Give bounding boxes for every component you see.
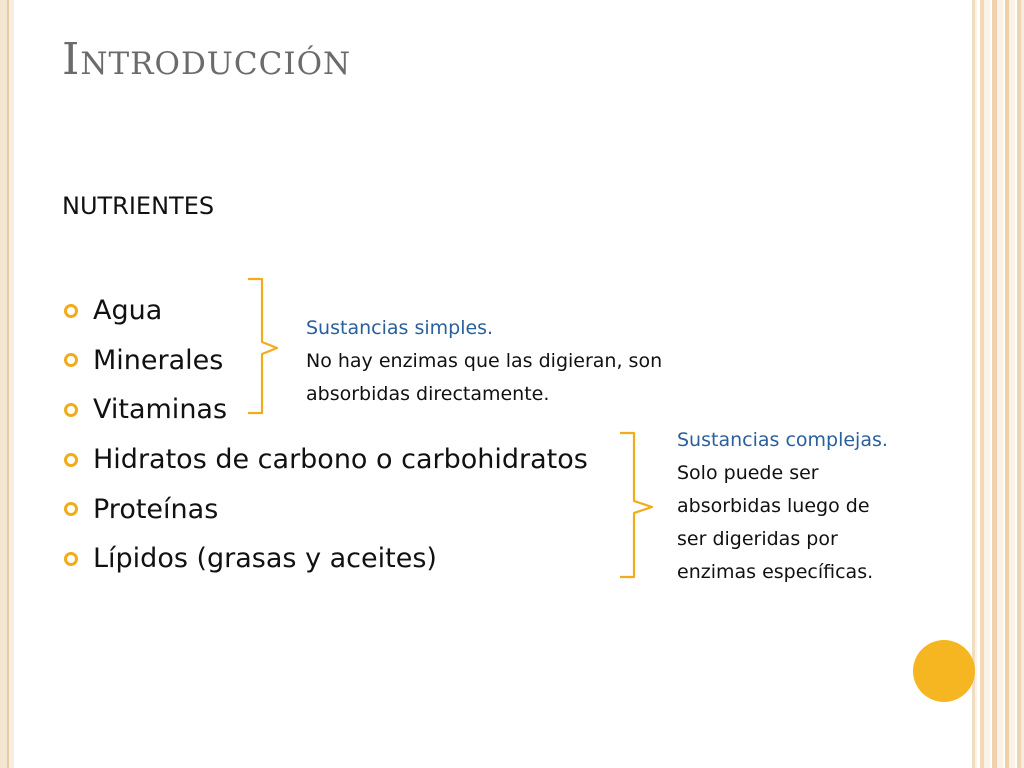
note-complex-substances [677,424,888,589]
note-simple-line: absorbidas directamente. [306,383,550,405]
left-border-decoration [0,0,14,768]
note-complex-line: Solo puede ser [677,462,819,484]
bullet-icon [64,403,78,417]
note-simple-substances [306,312,662,411]
bullet-icon [64,502,78,516]
brace-complex-icon [614,430,660,580]
bullet-icon [64,353,78,367]
decorative-circle [913,640,975,702]
list-item-label: Agua [93,295,163,327]
slide-title: Introducción [62,34,352,85]
note-complex-line: ser digeridas por [677,528,838,550]
list-item-label: Minerales [93,344,224,376]
list-item-label: Vitaminas [93,394,228,426]
list-item [64,534,588,584]
right-stripes-decoration [972,0,1024,768]
list-item-label: Proteínas [93,493,219,525]
bullet-icon [64,552,78,566]
bullet-icon [64,304,78,318]
list-item [64,435,588,485]
list-item-label: Hidratos de carbono o carbohidratos [93,444,588,476]
note-simple-line: No hay enzimas que las digieran, son [306,350,663,372]
note-complex-line: enzimas específicas. [677,561,874,583]
list-item [64,484,588,534]
bullet-icon [64,453,78,467]
note-complex-heading: Sustancias complejas. [677,429,888,451]
brace-simple-icon [242,276,282,416]
note-complex-line: absorbidas luego de [677,495,870,517]
list-item-label: Lípidos (grasas y aceites) [93,543,437,575]
section-heading: NUTRIENTES [62,192,215,220]
note-simple-heading: Sustancias simples. [306,317,494,339]
